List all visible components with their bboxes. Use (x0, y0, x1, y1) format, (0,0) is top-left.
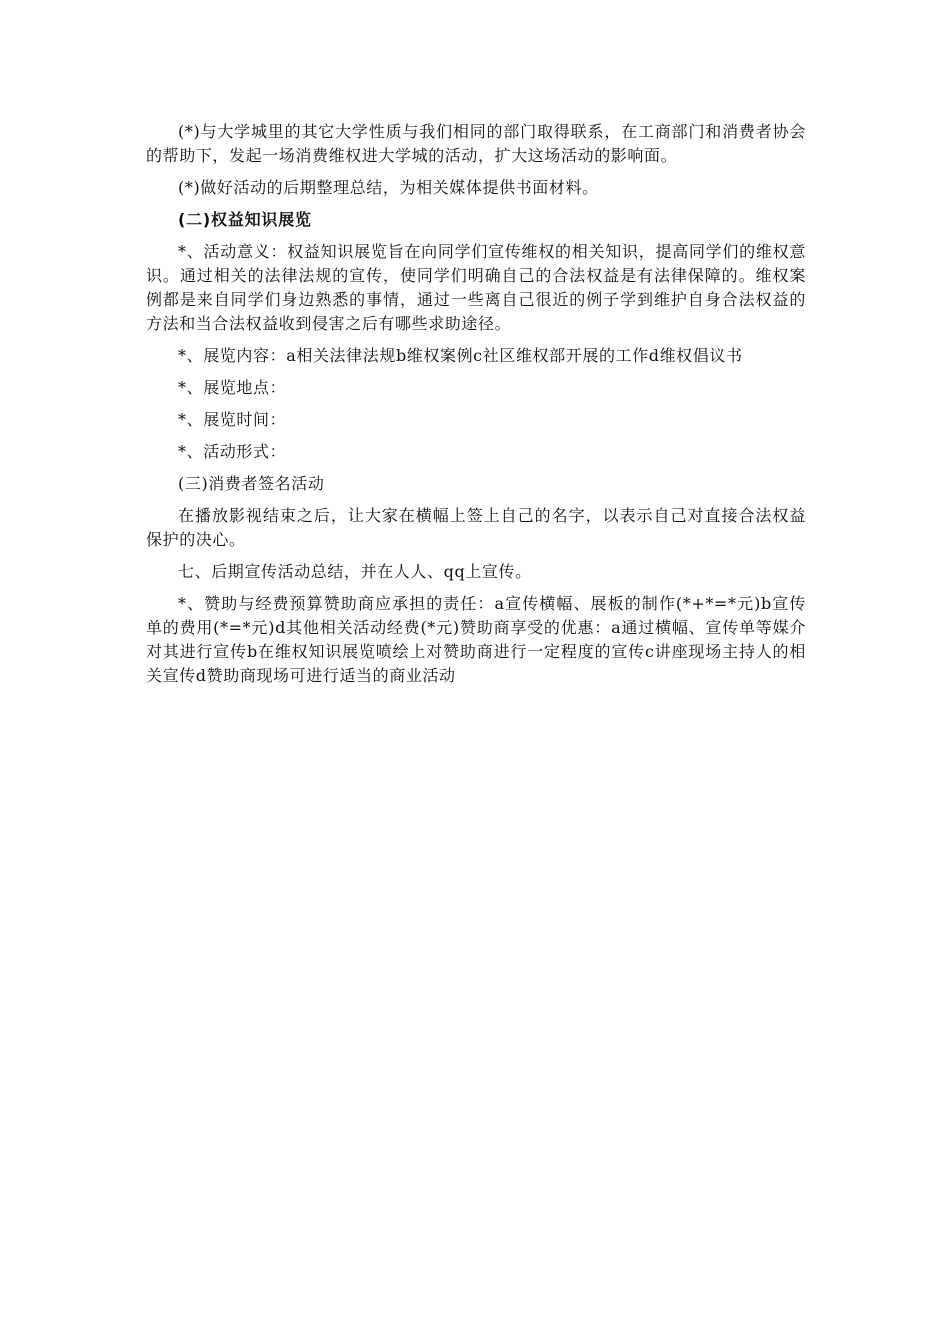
paragraph-activity-significance: *、活动意义：权益知识展览旨在向同学们宣传维权的相关知识，提高同学们的维权意识。通过相关的法律法规的宣传，使同学们明确自己的合法权益是有法律保障的。维权案例都是来自同学们身边熟悉的事情，通过一些离自己很近的例子学到维护自身合法权益的方法和当合法权益收到侵害之后有哪些求助途径。 (146, 242, 806, 333)
section-heading-signature-activity: (三)消费者签名活动 (178, 474, 325, 493)
paragraph-summary-materials: (*)做好活动的后期整理总结，为相关媒体提供书面材料。 (178, 178, 599, 197)
paragraph-exhibition-time: *、展览时间： (178, 410, 287, 429)
paragraph-sponsorship-budget: *、赞助与经费预算赞助商应承担的责任：a宣传横幅、展板的制作(*+*=*元)b宣传单的费用(*=*元)d其他相关活动经费(*元)赞助商享受的优惠：a通过横幅、宣传单等媒介对其进行宣传b在维权知识展览喷绘上对赞助商进行一定程度的宣传c讲座现场主持人的相关宣传d赞助商现场可进行适当的商业活动 (146, 594, 806, 685)
paragraph-activity-format: *、活动形式： (178, 442, 287, 461)
paragraph-contact-departments: (*)与大学城里的其它大学性质与我们相同的部门取得联系，在工商部门和消费者协会的帮助下，发起一场消费维权进大学城的活动，扩大这场活动的影响面。 (146, 122, 806, 165)
paragraph-exhibition-content: *、展览内容：a相关法律法规b维权案例c社区维权部开展的工作d维权倡议书 (178, 346, 743, 365)
document-body (146, 120, 806, 696)
paragraph-signature-description: 在播放影视结束之后，让大家在横幅上签上自己的名字，以表示自己对直接合法权益保护的决心。 (146, 506, 806, 549)
paragraph-exhibition-location: *、展览地点： (178, 378, 287, 397)
paragraph-post-publicity: 七、后期宣传活动总结，并在人人、qq上宣传。 (178, 562, 532, 581)
section-heading-rights-exhibition: (二)权益知识展览 (178, 210, 312, 229)
